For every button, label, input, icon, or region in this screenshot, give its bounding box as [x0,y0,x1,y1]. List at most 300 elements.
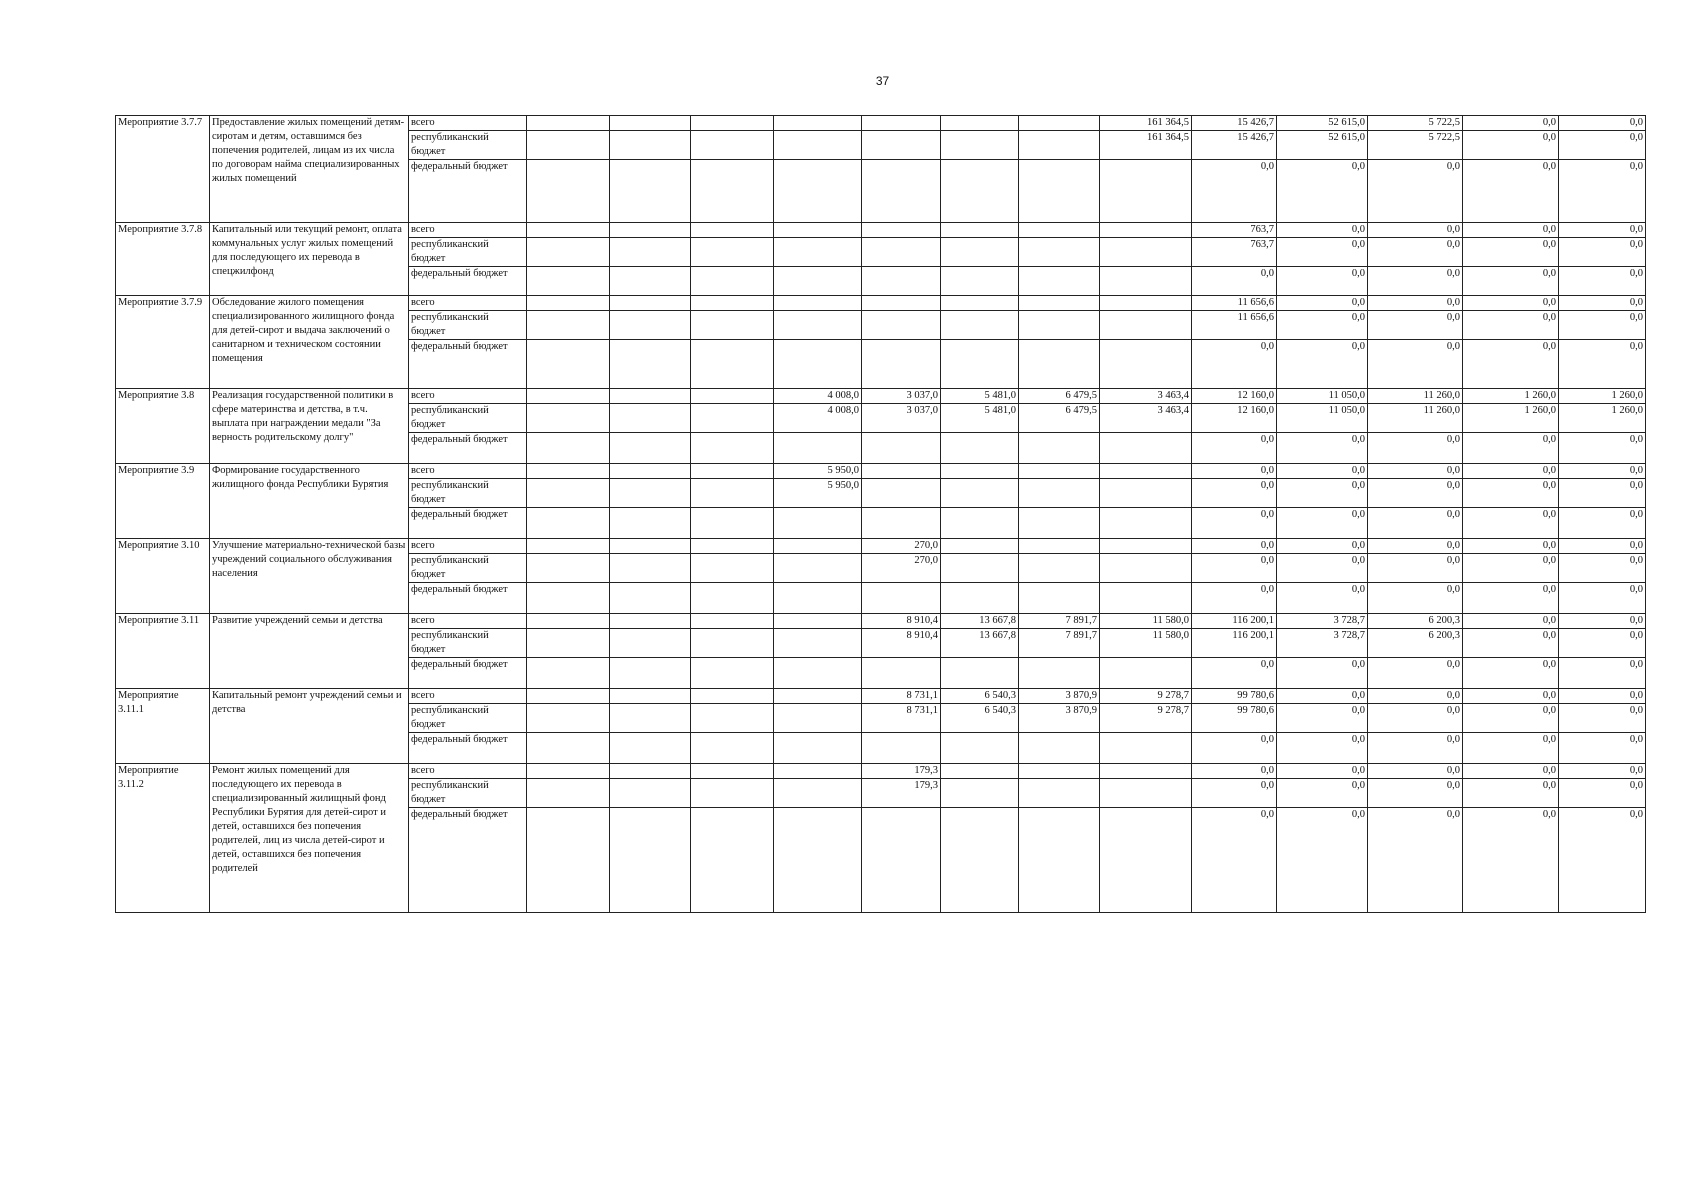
amount-cell [1019,658,1100,689]
amount-cell [1019,508,1100,539]
amount-cell [610,404,691,433]
amount-cell: 99 780,6 [1192,689,1277,704]
amount-cell [774,340,862,389]
amount-cell [610,689,691,704]
amount-cell [862,508,941,539]
amount-cell: 99 780,6 [1192,704,1277,733]
funding-source-federal: федеральный бюджет [409,160,527,223]
amount-cell [610,764,691,779]
amount-cell [941,311,1019,340]
amount-cell: 0,0 [1192,808,1277,913]
amount-cell: 0,0 [1192,583,1277,614]
amount-cell [1019,267,1100,296]
amount-cell: 5 722,5 [1368,116,1463,131]
amount-cell [774,779,862,808]
amount-cell [1100,658,1192,689]
measure-code: Мероприятие 3.11 [116,614,210,689]
amount-cell [941,554,1019,583]
amount-cell [691,658,774,689]
table-row [116,464,1646,479]
page-number: 37 [875,74,890,88]
amount-cell: 6 479,5 [1019,389,1100,404]
amount-cell: 6 200,3 [1368,614,1463,629]
amount-cell: 0,0 [1368,296,1463,311]
table-row [116,689,1646,704]
amount-cell: 6 540,3 [941,689,1019,704]
amount-cell: 11 656,6 [1192,296,1277,311]
amount-cell: 7 891,7 [1019,629,1100,658]
amount-cell [941,116,1019,131]
funding-source-federal: федеральный бюджет [409,583,527,614]
amount-cell: 0,0 [1559,267,1646,296]
amount-cell: 11 580,0 [1100,629,1192,658]
amount-cell [941,131,1019,160]
amount-cell: 0,0 [1192,160,1277,223]
amount-cell: 0,0 [1463,267,1559,296]
amount-cell: 0,0 [1192,340,1277,389]
amount-cell [941,433,1019,464]
amount-cell: 4 008,0 [774,404,862,433]
amount-cell: 0,0 [1559,479,1646,508]
amount-cell: 0,0 [1192,508,1277,539]
amount-cell [1019,464,1100,479]
amount-cell [527,614,610,629]
amount-cell: 0,0 [1192,464,1277,479]
measure-code: Мероприятие 3.7.9 [116,296,210,389]
amount-cell: 6 200,3 [1368,629,1463,658]
amount-cell: 0,0 [1192,267,1277,296]
funding-source-total: всего [409,223,527,238]
table-row [116,539,1646,554]
amount-cell: 0,0 [1277,554,1368,583]
amount-cell: 0,0 [1559,554,1646,583]
amount-cell: 3 037,0 [862,389,941,404]
amount-cell: 1 260,0 [1559,404,1646,433]
amount-cell [691,296,774,311]
amount-cell [941,539,1019,554]
amount-cell [691,733,774,764]
amount-cell: 9 278,7 [1100,704,1192,733]
amount-cell: 0,0 [1277,779,1368,808]
amount-cell [1019,808,1100,913]
amount-cell: 8 910,4 [862,629,941,658]
amount-cell: 0,0 [1277,464,1368,479]
funding-source-total: всего [409,464,527,479]
funding-source-republic: республиканский бюджет [409,554,527,583]
amount-cell: 763,7 [1192,238,1277,267]
amount-cell [610,539,691,554]
amount-cell [941,779,1019,808]
amount-cell: 0,0 [1277,433,1368,464]
amount-cell [610,340,691,389]
amount-cell: 116 200,1 [1192,629,1277,658]
funding-source-federal: федеральный бюджет [409,508,527,539]
amount-cell: 0,0 [1368,733,1463,764]
amount-cell [610,629,691,658]
amount-cell: 0,0 [1368,658,1463,689]
amount-cell: 11 050,0 [1277,404,1368,433]
amount-cell [1019,116,1100,131]
amount-cell: 0,0 [1277,539,1368,554]
amount-cell [691,267,774,296]
amount-cell: 0,0 [1559,658,1646,689]
amount-cell: 3 870,9 [1019,704,1100,733]
amount-cell [691,508,774,539]
amount-cell [941,733,1019,764]
amount-cell: 0,0 [1192,433,1277,464]
amount-cell [862,733,941,764]
funding-source-federal: федеральный бюджет [409,808,527,913]
amount-cell: 0,0 [1192,479,1277,508]
amount-cell: 5 722,5 [1368,131,1463,160]
amount-cell: 0,0 [1559,629,1646,658]
amount-cell: 8 731,1 [862,689,941,704]
amount-cell [691,160,774,223]
amount-cell: 0,0 [1559,779,1646,808]
amount-cell [610,160,691,223]
measure-code: Мероприятие 3.10 [116,539,210,614]
amount-cell: 0,0 [1277,583,1368,614]
amount-cell [610,508,691,539]
amount-cell [527,479,610,508]
amount-cell: 0,0 [1192,554,1277,583]
amount-cell [1100,296,1192,311]
amount-cell: 0,0 [1368,583,1463,614]
funding-source-total: всего [409,689,527,704]
amount-cell: 1 260,0 [1559,389,1646,404]
amount-cell: 0,0 [1463,160,1559,223]
amount-cell: 0,0 [1277,238,1368,267]
amount-cell [862,223,941,238]
amount-cell: 4 008,0 [774,389,862,404]
amount-cell [941,764,1019,779]
amount-cell [941,508,1019,539]
amount-cell [610,389,691,404]
amount-cell: 0,0 [1463,238,1559,267]
amount-cell [610,238,691,267]
amount-cell [941,160,1019,223]
amount-cell [691,131,774,160]
amount-cell [1019,764,1100,779]
funding-source-republic: республиканский бюджет [409,131,527,160]
amount-cell [774,433,862,464]
amount-cell [774,629,862,658]
funding-source-total: всего [409,296,527,311]
amount-cell [941,464,1019,479]
amount-cell: 0,0 [1368,464,1463,479]
amount-cell [1100,583,1192,614]
amount-cell: 11 050,0 [1277,389,1368,404]
measure-name: Развитие учреждений семьи и детства [210,614,409,689]
amount-cell [527,238,610,267]
amount-cell [691,689,774,704]
amount-cell: 0,0 [1277,479,1368,508]
amount-cell [1019,779,1100,808]
amount-cell: 0,0 [1559,704,1646,733]
table-row [116,116,1646,131]
measure-name: Предоставление жилых помещений детям-сиротам и детям, оставшимся без попечения родителей, лицам из их числа по договорам найма специализированных жилых помещений [210,116,409,223]
amount-cell: 0,0 [1559,614,1646,629]
amount-cell: 0,0 [1277,658,1368,689]
amount-cell [691,704,774,733]
measure-code: Мероприятие 3.11.1 [116,689,210,764]
amount-cell: 0,0 [1559,296,1646,311]
amount-cell: 0,0 [1277,223,1368,238]
amount-cell [527,433,610,464]
amount-cell [691,340,774,389]
amount-cell [527,764,610,779]
amount-cell [527,704,610,733]
amount-cell: 0,0 [1559,160,1646,223]
amount-cell [1100,433,1192,464]
amount-cell [1019,131,1100,160]
amount-cell [610,223,691,238]
amount-cell [527,554,610,583]
amount-cell: 0,0 [1559,733,1646,764]
measure-name: Капитальный или текущий ремонт, оплата коммунальных услуг жилых помещений для последующего их перевода в спецжилфонд [210,223,409,296]
amount-cell: 0,0 [1463,614,1559,629]
amount-cell: 15 426,7 [1192,131,1277,160]
amount-cell [774,311,862,340]
amount-cell [691,554,774,583]
amount-cell: 0,0 [1277,267,1368,296]
amount-cell [774,116,862,131]
amount-cell [1019,238,1100,267]
amount-cell: 0,0 [1559,433,1646,464]
amount-cell [941,808,1019,913]
amount-cell: 0,0 [1559,508,1646,539]
amount-cell: 116 200,1 [1192,614,1277,629]
amount-cell: 0,0 [1368,433,1463,464]
amount-cell [610,311,691,340]
table-row [116,389,1646,404]
amount-cell [941,583,1019,614]
amount-cell [610,464,691,479]
amount-cell: 0,0 [1368,160,1463,223]
amount-cell: 0,0 [1368,539,1463,554]
amount-cell [610,779,691,808]
amount-cell [610,554,691,583]
amount-cell: 0,0 [1277,689,1368,704]
amount-cell [1019,554,1100,583]
amount-cell [691,433,774,464]
amount-cell: 179,3 [862,764,941,779]
amount-cell [527,160,610,223]
amount-cell [1100,464,1192,479]
amount-cell [1100,779,1192,808]
amount-cell [1100,267,1192,296]
amount-cell: 0,0 [1277,296,1368,311]
amount-cell: 0,0 [1463,479,1559,508]
amount-cell [862,583,941,614]
amount-cell [527,131,610,160]
amount-cell: 0,0 [1277,340,1368,389]
amount-cell: 0,0 [1463,629,1559,658]
amount-cell [527,340,610,389]
amount-cell [774,614,862,629]
amount-cell [610,296,691,311]
amount-cell: 0,0 [1463,583,1559,614]
amount-cell [610,733,691,764]
amount-cell [610,433,691,464]
amount-cell: 0,0 [1559,808,1646,913]
amount-cell: 0,0 [1277,704,1368,733]
amount-cell: 0,0 [1463,131,1559,160]
amount-cell [1100,808,1192,913]
amount-cell: 0,0 [1192,764,1277,779]
amount-cell [691,808,774,913]
amount-cell: 0,0 [1559,340,1646,389]
amount-cell [1100,554,1192,583]
amount-cell [691,464,774,479]
amount-cell: 13 667,8 [941,614,1019,629]
amount-cell: 0,0 [1463,223,1559,238]
measure-code: Мероприятие 3.9 [116,464,210,539]
amount-cell [774,658,862,689]
amount-cell [862,658,941,689]
amount-cell [1019,311,1100,340]
amount-cell: 5 950,0 [774,479,862,508]
amount-cell: 0,0 [1277,508,1368,539]
amount-cell: 0,0 [1559,464,1646,479]
amount-cell [527,779,610,808]
amount-cell [691,583,774,614]
amount-cell: 0,0 [1463,433,1559,464]
funding-source-federal: федеральный бюджет [409,433,527,464]
amount-cell: 0,0 [1192,539,1277,554]
amount-cell [1019,583,1100,614]
measure-name: Формирование государственного жилищного фонда Республики Бурятия [210,464,409,539]
amount-cell: 0,0 [1463,733,1559,764]
funding-source-republic: республиканский бюджет [409,779,527,808]
amount-cell [527,689,610,704]
amount-cell: 0,0 [1463,554,1559,583]
amount-cell: 0,0 [1368,311,1463,340]
amount-cell: 52 615,0 [1277,131,1368,160]
amount-cell [862,808,941,913]
amount-cell: 1 260,0 [1463,389,1559,404]
amount-cell [862,433,941,464]
amount-cell [691,779,774,808]
amount-cell [610,267,691,296]
amount-cell [1019,433,1100,464]
amount-cell: 0,0 [1277,808,1368,913]
table-row [116,223,1646,238]
amount-cell: 11 580,0 [1100,614,1192,629]
amount-cell [862,267,941,296]
amount-cell [610,704,691,733]
funding-source-total: всего [409,539,527,554]
amount-cell [527,389,610,404]
amount-cell: 0,0 [1559,223,1646,238]
funding-source-republic: республиканский бюджет [409,311,527,340]
amount-cell [610,614,691,629]
amount-cell: 0,0 [1368,479,1463,508]
amount-cell: 0,0 [1559,238,1646,267]
amount-cell [527,267,610,296]
amount-cell: 0,0 [1463,704,1559,733]
measure-code: Мероприятие 3.7.7 [116,116,210,223]
amount-cell [527,629,610,658]
amount-cell: 0,0 [1463,779,1559,808]
funding-source-total: всего [409,764,527,779]
amount-cell [941,658,1019,689]
amount-cell [941,479,1019,508]
amount-cell [941,296,1019,311]
amount-cell [527,296,610,311]
amount-cell: 0,0 [1463,296,1559,311]
amount-cell [774,131,862,160]
amount-cell: 0,0 [1368,340,1463,389]
amount-cell: 3 463,4 [1100,389,1192,404]
amount-cell [1019,539,1100,554]
funding-source-republic: республиканский бюджет [409,238,527,267]
amount-cell [691,389,774,404]
measure-name: Ремонт жилых помещений для последующего их перевода в специализированный жилищный фонд Республики Бурятия для детей-сирот и детей, оставшихся без попечения родителей, лиц из числа детей-сирот и детей, оставшихся без попечения родителей [210,764,409,913]
amount-cell [862,464,941,479]
amount-cell [527,583,610,614]
amount-cell: 3 728,7 [1277,629,1368,658]
amount-cell: 5 481,0 [941,404,1019,433]
amount-cell [774,764,862,779]
amount-cell [1019,160,1100,223]
amount-cell [862,296,941,311]
amount-cell: 0,0 [1368,689,1463,704]
amount-cell [774,267,862,296]
amount-cell [527,464,610,479]
amount-cell: 0,0 [1368,223,1463,238]
amount-cell [610,131,691,160]
amount-cell: 0,0 [1559,311,1646,340]
amount-cell [527,311,610,340]
measure-name: Капитальный ремонт учреждений семьи и детства [210,689,409,764]
amount-cell: 0,0 [1368,764,1463,779]
funding-source-federal: федеральный бюджет [409,733,527,764]
amount-cell: 0,0 [1368,238,1463,267]
amount-cell: 179,3 [862,779,941,808]
amount-cell [610,583,691,614]
amount-cell [862,116,941,131]
amount-cell: 0,0 [1463,508,1559,539]
amount-cell [1019,296,1100,311]
amount-cell [691,404,774,433]
amount-cell [1100,479,1192,508]
amount-cell [941,223,1019,238]
amount-cell [1100,508,1192,539]
amount-cell: 0,0 [1192,779,1277,808]
funding-source-federal: федеральный бюджет [409,267,527,296]
amount-cell: 0,0 [1277,160,1368,223]
amount-cell [1100,764,1192,779]
amount-cell [774,704,862,733]
amount-cell [527,116,610,131]
amount-cell: 0,0 [1463,658,1559,689]
amount-cell [862,479,941,508]
amount-cell [691,629,774,658]
amount-cell: 13 667,8 [941,629,1019,658]
amount-cell [1100,223,1192,238]
amount-cell: 8 731,1 [862,704,941,733]
table-row [116,614,1646,629]
amount-cell: 8 910,4 [862,614,941,629]
amount-cell [1019,223,1100,238]
amount-cell: 6 479,5 [1019,404,1100,433]
amount-cell: 0,0 [1368,779,1463,808]
amount-cell [691,311,774,340]
amount-cell [774,539,862,554]
amount-cell [691,238,774,267]
funding-source-total: всего [409,389,527,404]
